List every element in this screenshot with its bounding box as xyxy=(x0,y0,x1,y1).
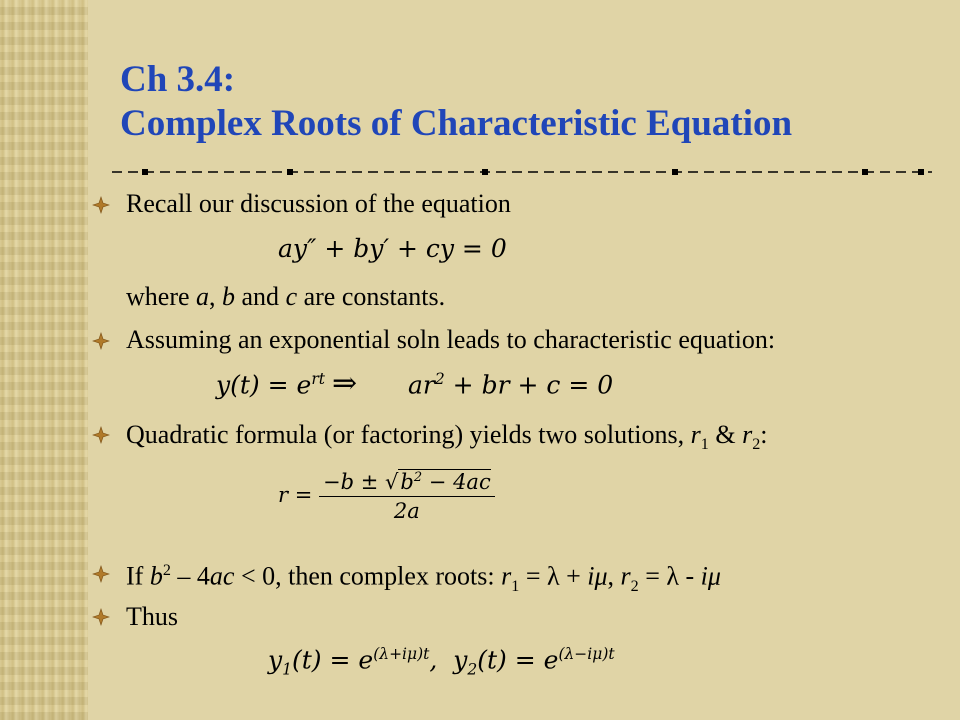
ode-equation: ay″ + by′ + cy = 0 xyxy=(278,234,507,263)
star-bullet-icon xyxy=(92,196,110,214)
characteristic-equation: $ar^2$ + br + c = 0 xyxy=(408,370,614,400)
star-bullet-icon xyxy=(92,565,110,583)
decorative-side-stripe xyxy=(0,0,88,720)
implies-arrow: ⇒ xyxy=(332,366,358,401)
quadratic-formula: r = $\frac{-b \pm √b^2 - 4ac}{2a}$ xyxy=(278,470,495,523)
exponential-solution-equation: $y(t) = e^{rt}$ xyxy=(216,370,325,400)
star-bullet-icon xyxy=(92,332,110,350)
star-bullet-icon xyxy=(92,426,110,444)
bullet-5-text: Thus xyxy=(126,602,178,631)
title-line-1: Ch 3.4: xyxy=(120,59,236,100)
title-line-2: Complex Roots of Characteristic Equation xyxy=(120,103,793,144)
bullet-4-text: If $b^2 - 4ac < 0$, then complex roots: $r_1 = \lambda + i\mu$, $r_2 = \lambda - i\mu$ xyxy=(126,561,721,595)
star-bullet-icon xyxy=(92,608,110,626)
bullet-2-text: Assuming an exponential soln leads to characteristic equation: xyxy=(126,325,776,354)
where-text: where a, b and c are constants. xyxy=(126,282,446,311)
slide-title xyxy=(120,58,792,146)
bullet-1-text: Recall our discussion of the equation xyxy=(126,189,511,218)
bullet-3-text: Quadratic formula (or factoring) yields two solutions, $r_1$ & $r_2$: xyxy=(126,420,768,454)
title-divider xyxy=(112,166,932,178)
complex-solutions-equation: $y_1(t) = e^{(\lambda+i\mu)t}$, $y_2(t) = e^{(\lambda-i\mu)t}$ xyxy=(268,645,615,679)
